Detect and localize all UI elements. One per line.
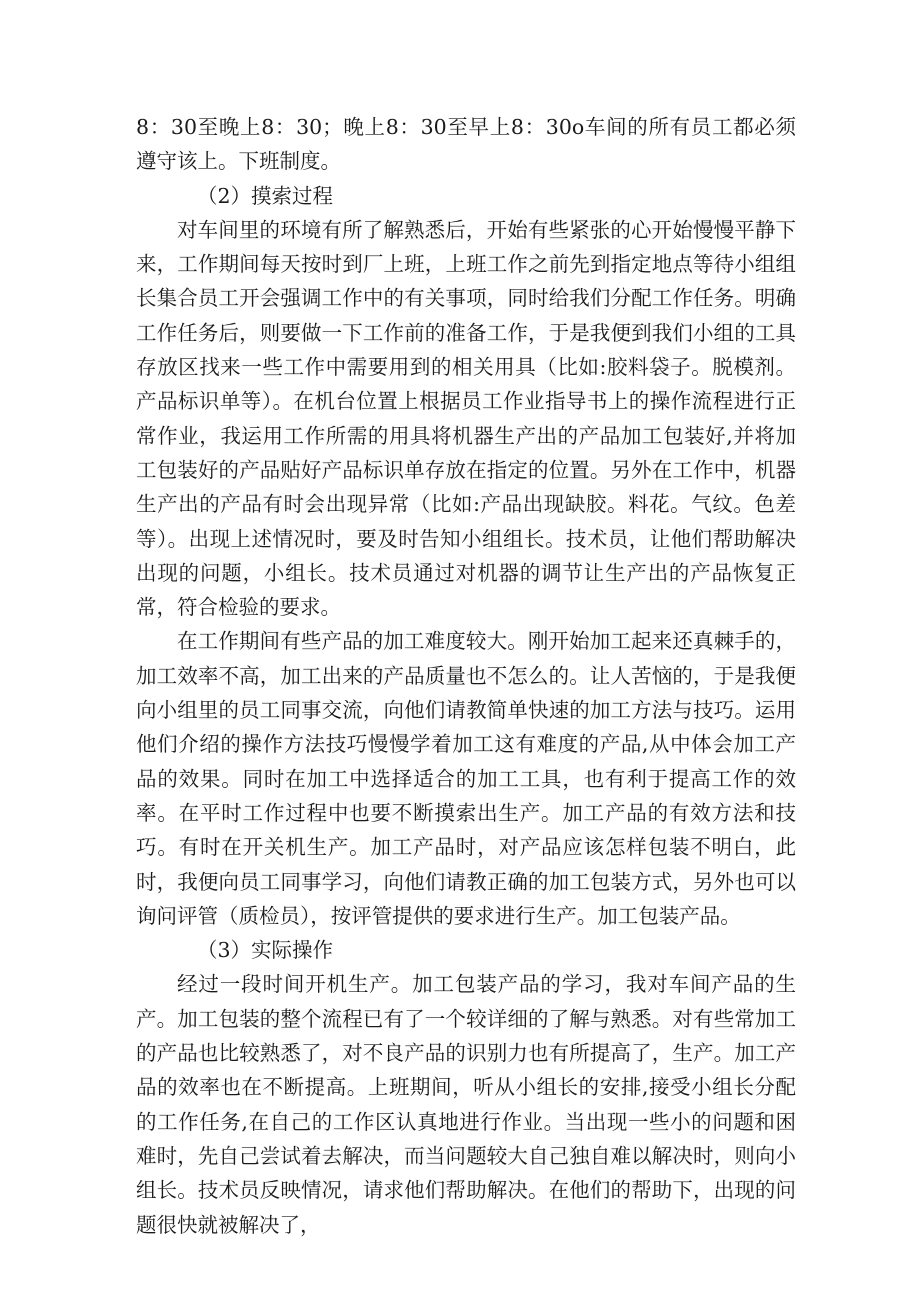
section-heading-exploration: （2）摸索过程 — [197, 183, 334, 208]
section-heading-practice: （3）实际操作 — [197, 938, 334, 963]
paragraph-processing-difficulty: 在工作期间有些产品的加工难度较大。刚开始加工起来还真棘手的，加工效率不高，加工出来的产品质量也不怎么的。让人苦恼的，于是我便向小组里的员工同事交流，向他们请教简单快速的加工方法与技巧。运用他们介绍的操作方法技巧慢慢学着加工这有难度的产品,从中体会加工产品的效果。同时在加工中选择适合的加工工具，也有利于提高工作的效率。在平时工作过程中也要不断摸索出生产。加工产品的有效方法和技巧。有时在开关机生产。加工产品时，对产品应该怎样包装不明白，此时，我便向员工同事学习，向他们请教正确的加工包装方式，另外也可以询问评管（质检员），按评管提供的要求进行生产。加工包装产品。 — [136, 629, 796, 928]
paragraph-practical-operation: 经过一段时间开机生产。加工包装产品的学习，我对车间产品的生产。加工包装的整个流程已有了一个较详细的了解与熟悉。对有些常加工的产品也比较熟悉了，对不良产品的识别力也有所提高了，生产。加工产品的效率也在不断提高。上班期间，听从小组长的安排,接受小组长分配的工作任务,在自己的工作区认真地进行作业。当出现一些小的问题和困难时，先自己尝试着去解决，而当问题较大自己独自难以解决时，则向小组长。技术员反映情况，请求他们帮助解决。在他们的帮助下，出现的问题很快就被解决了， — [136, 972, 796, 1237]
paragraph-shift-schedule: 8：30至晚上8：30；晚上8：30至早上8：30o车间的所有员工都必须遵守该上。下班制度。 — [136, 115, 796, 174]
paragraph-exploration-process: 对车间里的环境有所了解熟悉后，开始有些紧张的心开始慢慢平静下来，工作期间每天按时到厂上班，上班工作之前先到指定地点等待小组组长集合员工开会强调工作中的有关事项，同时给我们分配工作任务。明确工作任务后，则要做一下工作前的准备工作，于是我便到我们小组的工具存放区找来一些工作中需要用到的相关用具（比如:胶料袋子。脱模剂。产品标识单等）。在机台位置上根据员工作业指导书上的操作流程进行正常作业，我运用工作所需的用具将机器生产出的产品加工包装好,并将加工包装好的产品贴好产品标识单存放在指定的位置。另外在工作中，机器生产出的产品有时会出现异常（比如:产品出现缺胶。料花。气纹。色差等）。出现上述情况时，要及时告知小组组长。技术员，让他们帮助解决出现的问题，小组长。技术员通过对机器的调节让生产出的产品恢复正常，符合检验的要求。 — [136, 217, 796, 620]
document-body — [136, 110, 796, 1242]
